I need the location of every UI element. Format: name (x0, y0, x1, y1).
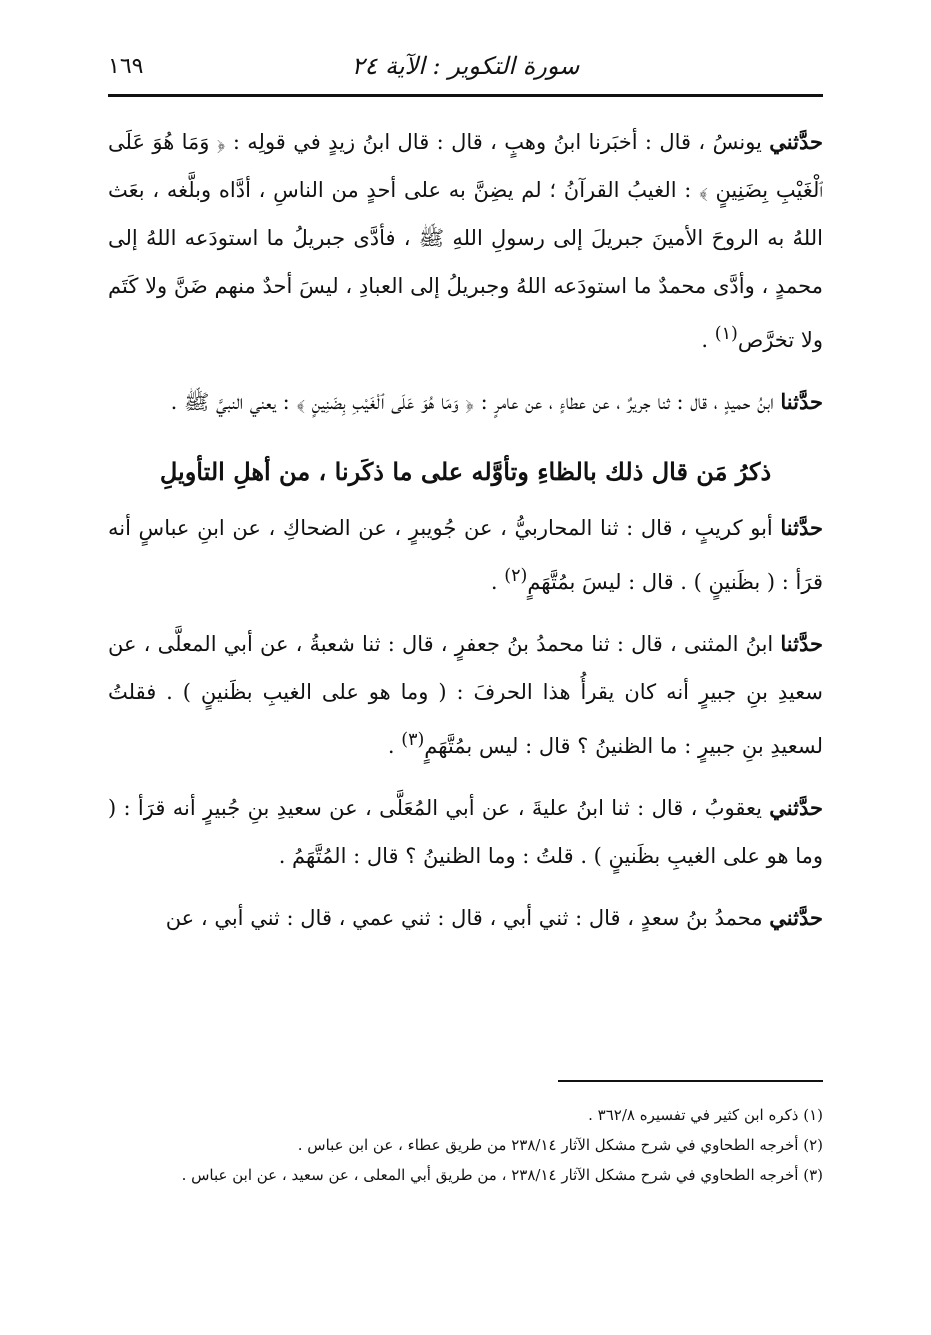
hadith-paragraph: حدَّثني يونسُ ، قال : أخبَرنا ابنُ وهبٍ ، قال : قال ابنُ زيدٍ في قولِه : ﴿ وَمَا هُوَ عَلَى ٱلْغَيْبِ بِضَنِينٍ ﴾ : الغيبُ القرآنُ ؛ لم يضِنَّ به على أحدٍ من الناسِ ، أدَّاه وبلَّغه ، بعَث اللهُ به الروحَ الأمينَ جبريلَ إلى رسولِ اللهِ ﷺ ، فأدَّى جبريلُ ما استودَعه اللهُ إلى محمدٍ ، وأدَّى محمدٌ ما استودَعه اللهُ وجبريلُ إلى العبادِ ، ليسَ أحدٌ منهم ضَنَّ ولا كَتَم ولا تخرَّص$^{(١)}$ . (108, 129, 823, 352)
paragraph-text: يونسُ ، قال : أخبَرنا ابنُ وهبٍ ، قال : قال ابنُ زيدٍ في قولِه : ﴿ وَمَا هُوَ عَلَى ٱلْغَيْبِ بِضَنِينٍ ﴾ : الغيبُ القرآنُ ؛ لم يضِنَّ به على أحدٍ من الناسِ ، أدَّاه وبلَّغه ، بعَث اللهُ به الروحَ الأمينَ جبريلَ إلى رسولِ اللهِ ﷺ ، فأدَّى جبريلُ ما استودَعه اللهُ إلى محمدٍ ، وأدَّى محمدٌ ما استودَعه اللهُ وجبريلُ إلى العبادِ ، ليسَ أحدٌ منهم ضَنَّ ولا كَتَم ولا تخرَّص (108, 130, 823, 352)
paragraph-text: ابنُ المثنى ، قال : ثنا محمدُ بنُ جعفرٍ ، قال : ثنا شعبةُ ، عن أبي المعلَّى ، عن سعيدِ بنِ جبيرٍ أنه كان يقرأُ هذا الحرفَ : ( وما هو على الغيبِ بظَنينٍ ) . فقلتُ لسعيدِ بنِ جبيرٍ : ما الظنينُ ؟ قال : ليس بمُتَّهَمٍ (108, 632, 823, 758)
footnote-marker: (٣) (401, 730, 425, 750)
narration-lead: حدَّثنا (780, 631, 823, 656)
narration-lead: حدَّثنا (780, 515, 823, 540)
running-title: سورة التكوير : الآية ٢٤ (351, 52, 580, 80)
paragraph-text: ابنُ حميدٍ ، قال : ثنا جريرٌ ، عن عطاءٍ ، عن عامرٍ : ﴿ وَمَا هُوَ عَلَى ٱلْغَيْبِ بِضَنِينٍ ﴾ : يعني النبيَّ ﷺ (183, 390, 774, 414)
hadith-paragraph (108, 894, 823, 942)
main-text (108, 118, 823, 956)
hadith-paragraph: حدَّثني يعقوبُ ، قال : ثنا ابنُ عليةَ ، عن أبي المُعَلَّى ، عن سعيدِ بنِ جُبيرٍ أنه قرَأ : ( وما هو على الغيبِ بظَنينٍ ) . قلتُ : وما الظنينُ ؟ قال : المُتَّهَمُ . (108, 795, 823, 868)
paragraph-text: يعقوبُ ، قال : ثنا ابنُ عليةَ ، عن أبي المُعَلَّى ، عن سعيدِ بنِ جُبيرٍ أنه قرَأ : ( وما هو على الغيبِ بظَنينٍ ) . قلتُ : وما الظنينُ ؟ قال : المُتَّهَمُ (108, 796, 823, 868)
footnote: (١) ذكره ابن كثير في تفسيره ٣٦٢/٨ . (588, 1106, 823, 1124)
section-heading: ذكرُ مَن قال ذلك بالظاءِ وتأوَّله على ما ذكَرنا ، من أهلِ التأويلِ (159, 457, 772, 486)
page-header (108, 46, 823, 97)
paragraph-text: أبو كريبٍ ، قال : ثنا المحاربيُّ ، عن جُويبرٍ ، عن الضحاكِ ، عن ابنِ عباسٍ أنه قرَأ : ( بظَنينٍ ) . قال : ليسَ بمُتَّهَمٍ (108, 516, 823, 594)
hadith-paragraph: حدَّثنا أبو كريبٍ ، قال : ثنا المحاربيُّ ، عن جُويبرٍ ، عن الضحاكِ ، عن ابنِ عباسٍ أنه قرَأ : ( بظَنينٍ ) . قال : ليسَ بمُتَّهَمٍ$^{(٢)}$ . (108, 515, 823, 594)
footnotes (108, 1100, 823, 1190)
footnote: (٣) أخرجه الطحاوي في شرح مشكل الآثار ٢٣٨/١٤ ، من طريق أبي المعلى ، عن سعيد ، عن ابن عباس . (181, 1166, 823, 1184)
paragraph-text: محمدُ بنُ سعدٍ ، قال : ثني أبي ، قال : ثني عمي ، قال : ثني أبي ، عن (165, 906, 763, 930)
footnote-divider (558, 1080, 823, 1082)
narration-lead: حدَّثني (769, 129, 823, 154)
footnote: (٢) أخرجه الطحاوي في شرح مشكل الآثار ٢٣٨/١٤ من طريق عطاء ، عن ابن عباس . (297, 1136, 823, 1154)
narration-lead: حدَّثنا (780, 389, 823, 414)
hadith-paragraph: حدَّثنا ابنُ المثنى ، قال : ثنا محمدُ بنُ جعفرٍ ، قال : ثنا شعبةُ ، عن أبي المعلَّى ، عن سعيدِ بنِ جبيرٍ أنه كان يقرأُ هذا الحرفَ : ( وما هو على الغيبِ بظَنينٍ ) . فقلتُ لسعيدِ بنِ جبيرٍ : ما الظنينُ ؟ قال : ليس بمُتَّهَمٍ$^{(٣)}$ . (108, 631, 823, 758)
narration-lead: حدَّثني (769, 905, 823, 930)
page-number: ١٦٩ (108, 54, 144, 79)
hadith-paragraph: حدَّثنا ابنُ حميدٍ ، قال : ثنا جريرٌ ، عن عطاءٍ ، عن عامرٍ : ﴿ وَمَا هُوَ عَلَى ٱلْغَيْبِ بِضَنِينٍ ﴾ : يعني النبيَّ ﷺ . (170, 389, 823, 414)
footnote-marker: (١) (714, 324, 738, 344)
footnote-marker: (٢) (504, 566, 528, 586)
narration-lead: حدَّثني (769, 795, 823, 820)
